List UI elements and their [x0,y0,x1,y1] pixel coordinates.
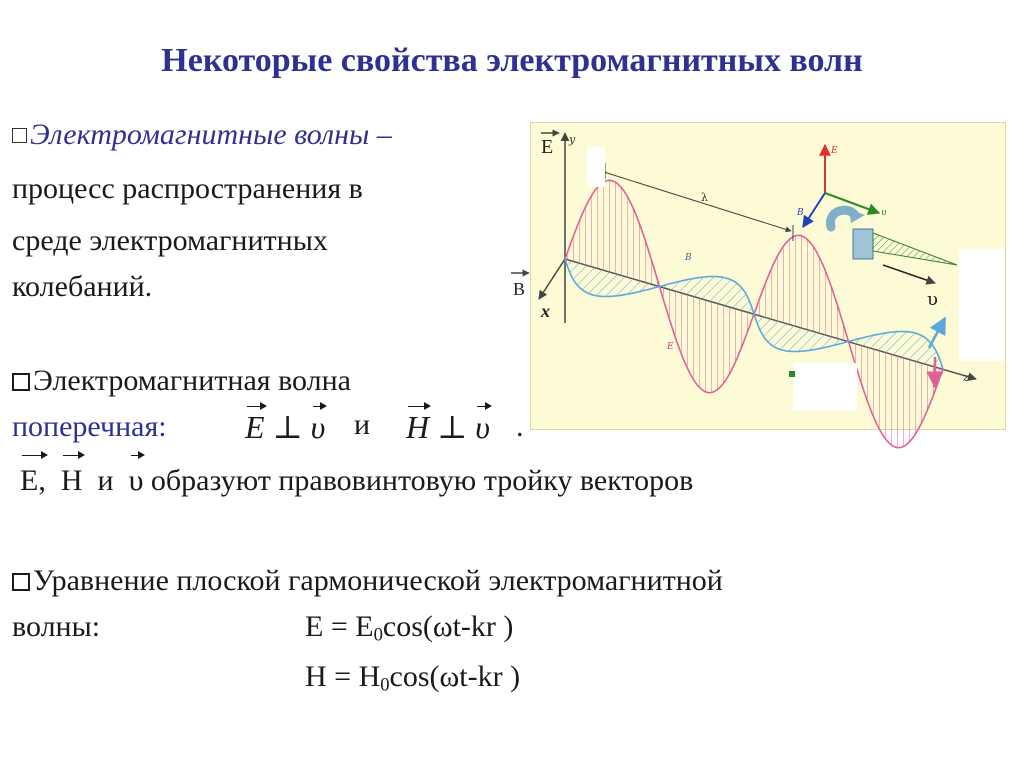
square-bullet-icon [12,573,30,591]
b-front-arrow [929,318,945,348]
and-word: и [354,408,371,441]
e-axis-label: E [541,136,554,158]
perp-symbol: ⊥ [272,409,303,445]
x-axis-label: x [541,301,550,321]
vector-e-label: E, [20,458,46,504]
definition-line-3: колебаний. [12,270,153,303]
cover-box-3 [793,363,857,411]
vector-e: E [245,409,265,445]
x-axis [539,259,565,299]
b-axis-label: B [513,279,526,299]
wave-b-label: B [685,253,692,263]
equation-e [305,604,513,659]
velocity-label: υ [927,289,938,310]
y-axis-label: y [569,133,576,146]
perp-symbol-2: ⊥ [437,409,468,445]
equation-h-sub: 0 [380,674,390,696]
equation-h [305,654,520,709]
lambda-label: λ [701,191,708,204]
transverse-label: поперечная: [12,410,167,443]
vector-v: υ [310,409,326,445]
triple-line [20,458,693,504]
square-bullet-icon [12,373,30,391]
transverse-line-1 [12,358,351,404]
formula-e-perp-v [245,408,325,446]
equation-line-1 [12,558,723,604]
vector-h-label: H [61,458,83,504]
equation-heading: Уравнение плоской гармонической электромагнитной [33,564,723,597]
slide-title: Некоторые свойства электромагнитных волн [161,42,863,79]
vector-v-label: υ [129,458,144,504]
equation-h-rhs: cos(ωt-kr ) [389,660,521,693]
equation-label: волны: [12,610,101,643]
screw-icon [830,209,957,265]
transverse-heading: Электромагнитная волна [33,364,351,397]
vector-v-2: υ [475,409,490,445]
hollow-bullet-icon [12,128,27,143]
formula-period: . [516,410,524,443]
equation-e-sub: 0 [373,624,383,646]
triad-e-label: E [831,146,838,156]
cover-box-1 [587,147,605,187]
triple-and: и [97,464,114,497]
equation-e-rhs: cos(ωt-kr ) [382,610,514,643]
cover-box-2 [959,249,1005,361]
equation-e-lhs: E = E [305,610,374,643]
triad-b-vector [803,193,825,227]
green-marker [789,371,795,377]
triad-v-label: υ [881,208,887,218]
equation-h-lhs: H = H [305,660,381,693]
definition-line-2: среде электромагнитных [12,224,328,257]
definition-term-line [12,112,392,158]
definition-term: Электромагнитные волны – [30,118,392,151]
triple-text: образуют правовинтовую тройку векторов [150,464,694,497]
vector-h: H [406,409,430,445]
formula-h-perp-v [406,408,490,446]
wave-diagram [513,122,1006,430]
z-axis-label: z [963,371,969,384]
velocity-arrow [883,265,935,283]
triad-b-label: B [797,208,804,218]
wave-e-label: E [667,342,674,352]
definition-line-1: процесс распространения в [12,172,363,205]
